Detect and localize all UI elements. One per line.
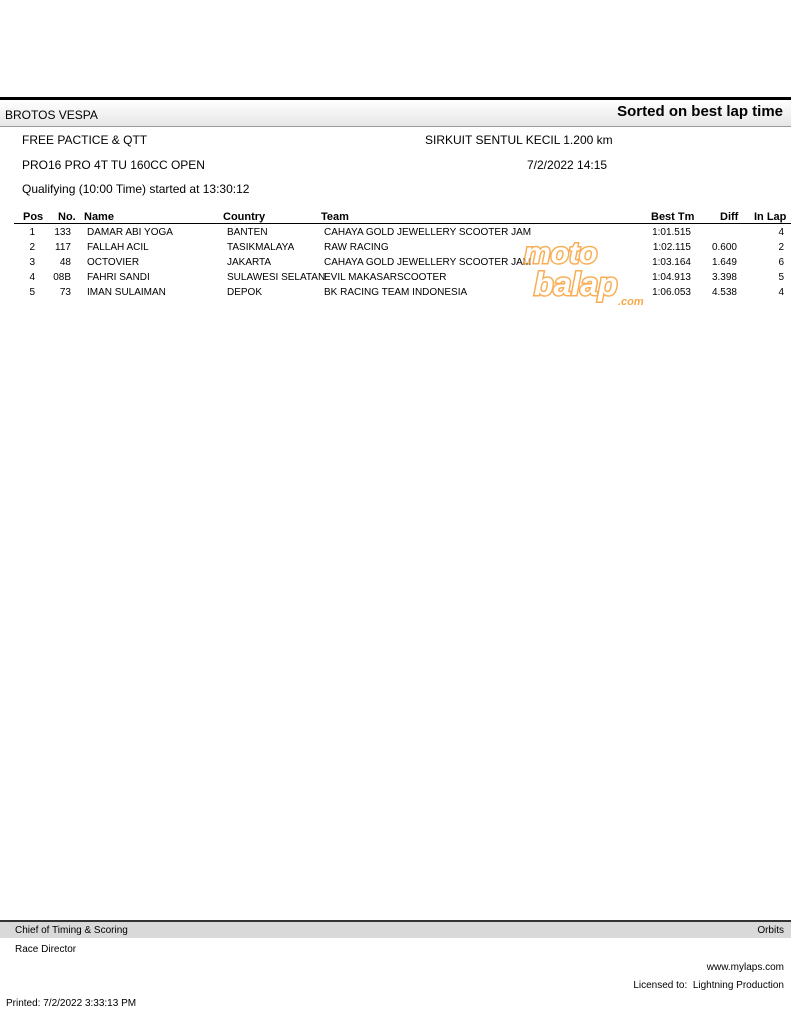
- motobalap-watermark: [520, 235, 652, 307]
- cell-no: 117: [55, 242, 71, 253]
- qualifying-info: Qualifying (10:00 Time) started at 13:30:12: [22, 182, 250, 196]
- watermark-line2: balap: [534, 266, 618, 302]
- cell-name: OCTOVIER: [87, 257, 140, 268]
- cell-country: JAKARTA: [227, 257, 272, 268]
- cell-pos: 1: [29, 227, 35, 238]
- event-title: BROTOS VESPA: [5, 108, 98, 122]
- cell-best-time: 1:06.053: [652, 287, 691, 298]
- cell-best-time: 1:02.115: [652, 242, 691, 253]
- cell-best-time: 1:03.164: [652, 257, 691, 268]
- cell-in-lap: 2: [778, 242, 784, 253]
- cell-no: 73: [59, 287, 71, 298]
- col-name: Name: [84, 211, 114, 223]
- license-label: Licensed to:: [633, 980, 688, 991]
- table-row: [0, 227, 791, 242]
- cell-diff: 3.398: [711, 272, 737, 283]
- col-country: Country: [223, 211, 266, 223]
- cell-country: SULAWESI SELATAN: [227, 272, 326, 283]
- table-row: [0, 257, 791, 272]
- cell-best-time: 1:01.515: [652, 227, 691, 238]
- cell-no: 48: [59, 257, 71, 268]
- cell-name: DAMAR ABI YOGA: [87, 227, 173, 238]
- cell-country: BANTEN: [227, 227, 268, 238]
- cell-name: IMAN SULAIMAN: [87, 287, 166, 298]
- date-time: 7/2/2022 14:15: [527, 158, 608, 172]
- watermark-suffix: .com: [618, 296, 644, 308]
- col-no: No.: [58, 211, 76, 223]
- table-header-rule: [14, 223, 791, 224]
- cell-diff: 1.649: [711, 257, 737, 268]
- cell-pos: 4: [29, 272, 35, 283]
- circuit-name: SIRKUIT SENTUL KECIL 1.200 km: [425, 133, 613, 147]
- cell-name: FALLAH ACIL: [87, 242, 149, 253]
- website: www.mylaps.com: [706, 962, 784, 973]
- col-team: Team: [321, 211, 349, 223]
- cell-team: CAHAYA GOLD JEWELLERY SCOOTER JAM: [324, 227, 532, 238]
- session-name: FREE PACTICE & QTT: [22, 133, 148, 147]
- cell-team: RAW RACING: [324, 242, 389, 253]
- cell-country: TASIKMALAYA: [227, 242, 295, 253]
- chief-timing-label: Chief of Timing & Scoring: [15, 925, 128, 936]
- table-row: [0, 272, 791, 287]
- col-pos: Pos: [23, 211, 44, 223]
- cell-name: FAHRI SANDI: [87, 272, 150, 283]
- cell-country: DEPOK: [227, 287, 263, 298]
- cell-in-lap: 5: [778, 272, 784, 283]
- cell-diff: 4.538: [711, 287, 737, 298]
- cell-in-lap: 4: [778, 227, 784, 238]
- header-bottom-rule: [0, 126, 791, 127]
- cell-diff: 0.600: [711, 242, 737, 253]
- cell-team: EVIL MAKASARSCOOTER: [324, 272, 447, 283]
- col-best-time: Best Tm: [651, 211, 695, 223]
- table-row: [0, 287, 791, 302]
- table-row: [0, 242, 791, 257]
- col-in-lap: In Lap: [754, 211, 787, 223]
- cell-pos: 3: [29, 257, 35, 268]
- cell-no: 08B: [53, 272, 71, 283]
- orbits-label: Orbits: [757, 925, 784, 936]
- printed-timestamp: Printed: 7/2/2022 3:33:13 PM: [6, 998, 137, 1009]
- cell-team: BK RACING TEAM INDONESIA: [324, 287, 468, 298]
- col-diff: Diff: [720, 211, 739, 223]
- watermark-line1: moto: [524, 237, 598, 270]
- cell-no: 133: [54, 227, 71, 238]
- license-name: Lightning Production: [692, 980, 784, 991]
- cell-in-lap: 6: [778, 257, 784, 268]
- cell-team: CAHAYA GOLD JEWELLERY SCOOTER JAM: [324, 257, 532, 268]
- cell-pos: 5: [29, 287, 35, 298]
- class-name: PRO16 PRO 4T TU 160CC OPEN: [22, 158, 205, 172]
- cell-in-lap: 4: [778, 287, 784, 298]
- cell-best-time: 1:04.913: [652, 272, 691, 283]
- cell-pos: 2: [29, 242, 35, 253]
- sort-label: Sorted on best lap time: [617, 103, 783, 120]
- race-director-label: Race Director: [15, 944, 77, 955]
- license-info: [633, 980, 784, 991]
